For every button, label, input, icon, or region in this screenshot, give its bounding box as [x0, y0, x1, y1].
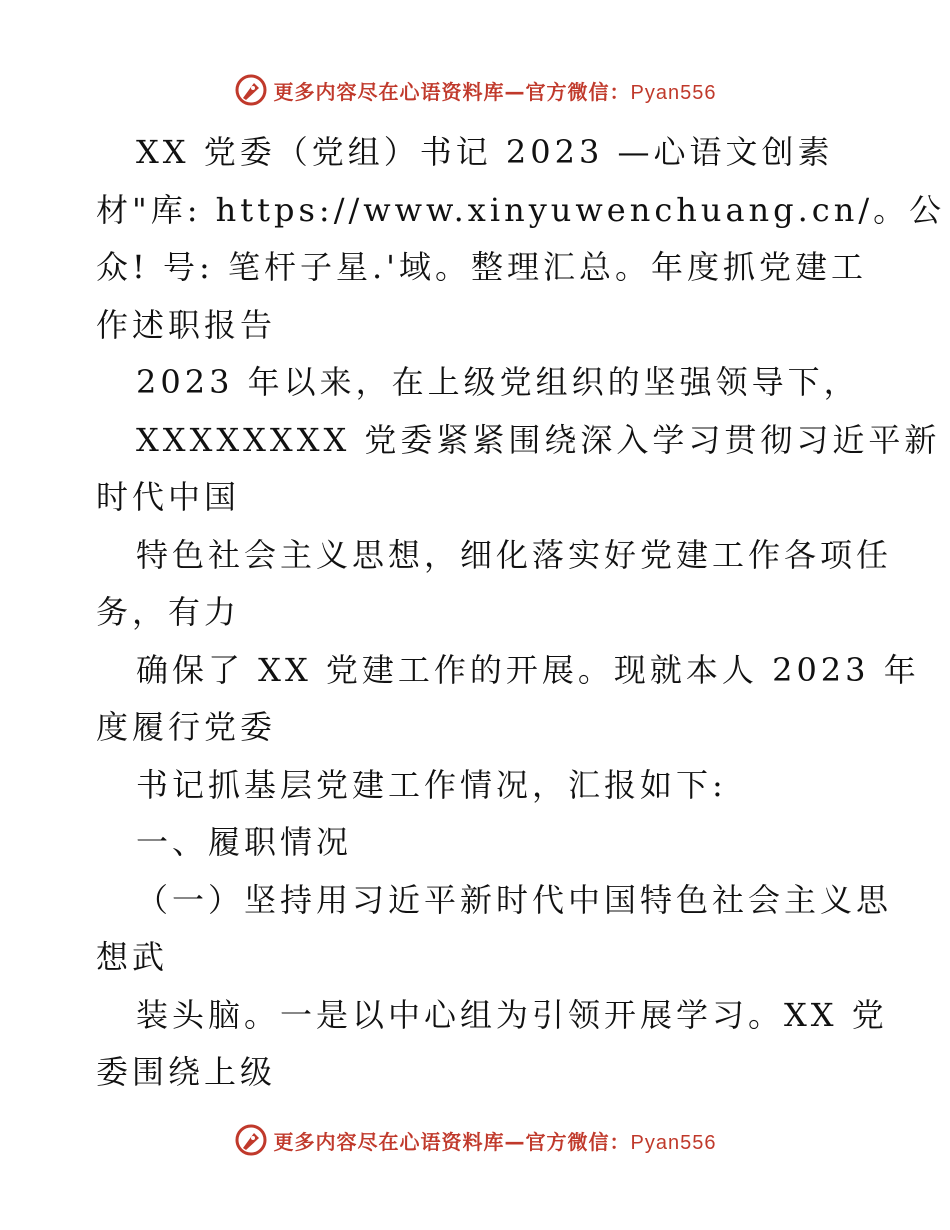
- footer-banner-main: 更多内容尽在心语资料库: [273, 1129, 505, 1154]
- text-line: XX 党委（党组）书记 2023 —心语文创素: [136, 133, 834, 171]
- footer-banner-contact-label: 官方微信：: [525, 1129, 631, 1154]
- pen-nib-circle-icon: [234, 73, 268, 107]
- text-line: 委围绕上级: [96, 1053, 277, 1091]
- text-line: 材"库: https://www.xinyuwenchuang.cn/。公: [96, 190, 946, 229]
- header-banner-main: 更多内容尽在心语资料库: [273, 79, 505, 104]
- pen-nib-circle-icon: [234, 1123, 268, 1157]
- header-banner-contact-label: 官方微信：: [525, 79, 631, 104]
- document-body: [96, 124, 946, 1102]
- text-line: 时代中国: [96, 478, 241, 516]
- text-line: 作述职报告: [96, 305, 277, 344]
- text-line: 务，有力: [96, 593, 241, 631]
- header-banner-contact-id: Pyan556: [630, 81, 717, 104]
- text-line: XXXXXXXX 党委紧紧围绕深入学习贯彻习近平新: [136, 420, 941, 459]
- subsection-heading: （一）坚持用习近平新时代中国特色社会主义思: [136, 880, 893, 919]
- footer-banner-contact-id: Pyan556: [630, 1131, 717, 1154]
- text-line: 想武: [96, 938, 169, 976]
- footer-banner: [0, 1120, 950, 1160]
- text-line: 度履行党委: [96, 708, 277, 746]
- text-line: 确保了 XX 党建工作的开展。现就本人 2023 年: [136, 650, 920, 689]
- footer-banner-text: [274, 1126, 717, 1155]
- section-heading: 一、履职情况: [136, 823, 353, 861]
- header-banner: [0, 70, 950, 110]
- text-line: 2023 年以来，在上级党组织的坚强领导下，: [136, 363, 860, 401]
- header-banner-text: [274, 76, 717, 105]
- footer-banner-separator: —: [504, 1129, 526, 1154]
- text-line: 众! 号: 笔杆子星.'域。整理汇总。年度抓党建工: [96, 248, 867, 286]
- text-line: 装头脑。一是以中心组为引领开展学习。XX 党: [136, 995, 888, 1034]
- text-line: 书记抓基层党建工作情况，汇报如下:: [136, 765, 727, 804]
- text-line: 特色社会主义思想，细化落实好党建工作各项任: [136, 535, 893, 574]
- header-banner-separator: —: [504, 79, 526, 104]
